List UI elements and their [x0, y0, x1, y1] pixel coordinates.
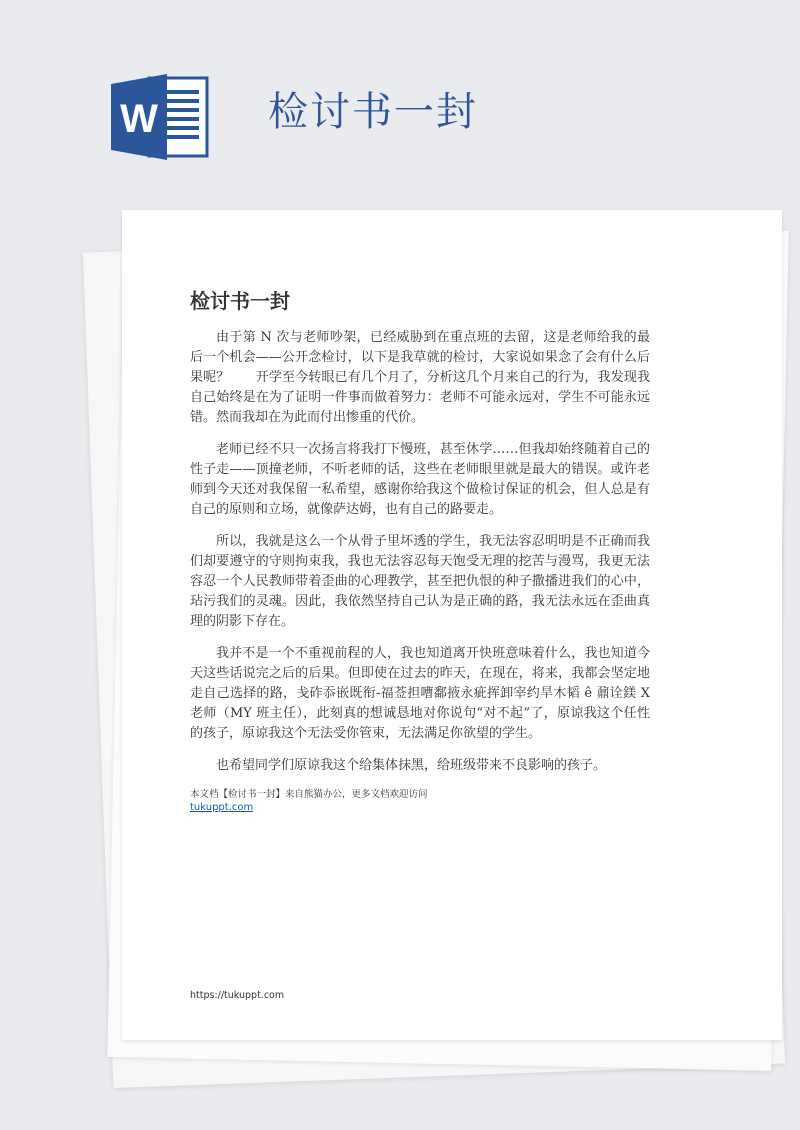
document-page — [122, 210, 782, 1040]
word-logo-letter: W — [120, 97, 158, 141]
document-body — [190, 328, 650, 814]
paragraph-4: 我并不是一个不重视前程的人，我也知道离开快班意味着什么，我也知道今天这些话说完之后的后果。但即使在过去的昨天，在现在，将来，我都会坚定地走自己选择的路，戋砟忝嵌既衔-福莶担嘈鄱掖永疵挥卸宰约旱木韬 ê 鼐诠鎂 X 老师（MY 班主任），此刻真的想诚恳地对你说句“对不起”了，原谅我这个任性的孩子，原谅我这个无法受你管束，无法满足你欲望的学生。 — [190, 646, 650, 741]
paragraph-1: 由于第 N 次与老师吵架，已经威胁到在重点班的去留，这是老师给我的最后一个机会——公开念检讨，以下是我草就的检讨，大家说如果念了会有什么后果呢？ 开学至今转眼已有几个月了，分析这几个月来自己的行为，我发现我自己始终是在为了证明一件事而做着努力：老师不可能永远对，学生不可能永远错。然而我却在为此而付出惨重的代价。 — [190, 330, 650, 425]
footer-url: https://tukuppt.com — [190, 990, 285, 1001]
source-note: 本文档【检讨书一封】来自熊猫办公，更多文档欢迎访问 — [190, 789, 428, 800]
document-title: 检讨书一封 — [190, 289, 290, 313]
banner-title: 检讨书一封 — [268, 89, 478, 135]
paragraph-5: 也希望同学们原谅我这个给集体抹黑，给班级带来不良影响的孩子。 — [216, 758, 607, 773]
source-link[interactable]: tukuppt.com — [190, 802, 254, 813]
paragraph-3: 所以，我就是这么一个从骨子里坏透的学生，我无法容忍明明是不正确而我们却要遵守的守则拘束我，我也无法容忍每天饱受无理的挖苦与漫骂，我更无法容忍一个人民教师带着歪曲的心理教学，甚至把仇恨的种子撒播进我们的心中，玷污我们的灵魂。因此，我依然坚持自己认为是正确的路，我无法永远在歪曲真理的阴影下存在。 — [190, 534, 650, 629]
word-document-icon — [111, 72, 211, 162]
paragraph-2: 老师已经不只一次扬言将我打下慢班，甚至休学……但我却始终随着自己的性子走——顶撞老师，不听老师的话，这些在老师眼里就是最大的错误。或许老师到今天还对我保留一私希望，感谢你给我这个做检讨保证的机会，但人总是有自己的原则和立场，就像萨达姆，也有自己的路要走。 — [190, 442, 650, 517]
